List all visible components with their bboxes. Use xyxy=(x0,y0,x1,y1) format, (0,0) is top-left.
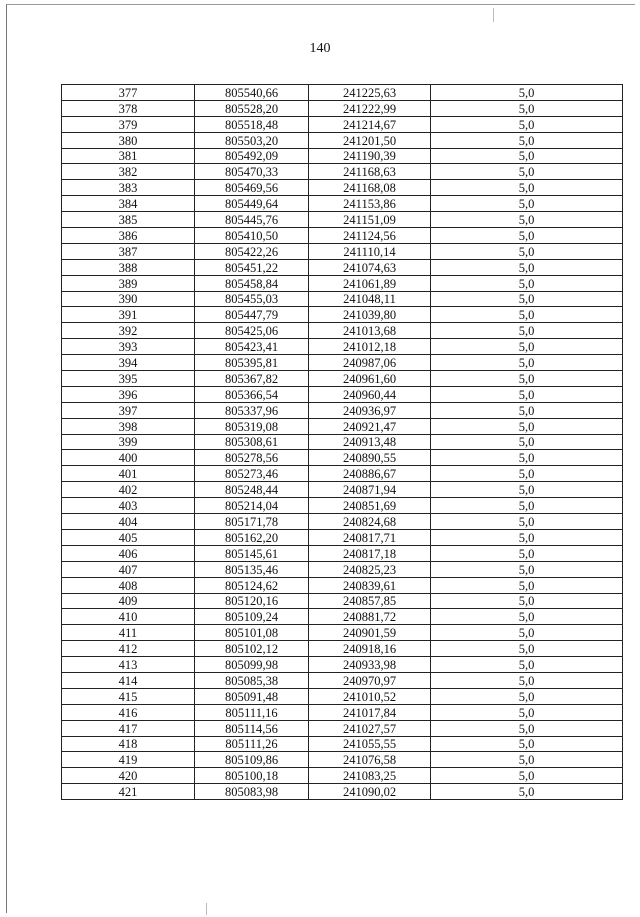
table-row xyxy=(62,720,623,736)
x-coordinate-cell: 805425,06 xyxy=(195,323,309,339)
x-coordinate-cell: 805101,08 xyxy=(195,625,309,641)
accuracy-cell: 5,0 xyxy=(431,355,623,371)
table-row xyxy=(62,529,623,545)
table-row xyxy=(62,482,623,498)
point-number-cell: 387 xyxy=(62,243,195,259)
x-coordinate-cell: 805124,62 xyxy=(195,577,309,593)
y-coordinate-cell: 240817,71 xyxy=(309,529,431,545)
y-coordinate-cell: 241124,56 xyxy=(309,228,431,244)
point-number-cell: 418 xyxy=(62,736,195,752)
table-row xyxy=(62,196,623,212)
table-row xyxy=(62,625,623,641)
y-coordinate-cell: 241168,08 xyxy=(309,180,431,196)
point-number-cell: 393 xyxy=(62,339,195,355)
y-coordinate-cell: 240817,18 xyxy=(309,545,431,561)
accuracy-cell: 5,0 xyxy=(431,228,623,244)
table-row xyxy=(62,561,623,577)
point-number-cell: 407 xyxy=(62,561,195,577)
point-number-cell: 410 xyxy=(62,609,195,625)
y-coordinate-cell: 241010,52 xyxy=(309,688,431,704)
y-coordinate-cell: 240901,59 xyxy=(309,625,431,641)
y-coordinate-cell: 241027,57 xyxy=(309,720,431,736)
table-row xyxy=(62,609,623,625)
y-coordinate-cell: 240886,67 xyxy=(309,466,431,482)
accuracy-cell: 5,0 xyxy=(431,307,623,323)
y-coordinate-cell: 240839,61 xyxy=(309,577,431,593)
y-coordinate-cell: 240824,68 xyxy=(309,514,431,530)
point-number-cell: 412 xyxy=(62,641,195,657)
point-number-cell: 419 xyxy=(62,752,195,768)
y-coordinate-cell: 240960,44 xyxy=(309,386,431,402)
y-coordinate-cell: 241090,02 xyxy=(309,784,431,800)
point-number-cell: 415 xyxy=(62,688,195,704)
y-coordinate-cell: 240851,69 xyxy=(309,498,431,514)
point-number-cell: 377 xyxy=(62,85,195,101)
table-row xyxy=(62,386,623,402)
table-row xyxy=(62,498,623,514)
accuracy-cell: 5,0 xyxy=(431,243,623,259)
x-coordinate-cell: 805469,56 xyxy=(195,180,309,196)
y-coordinate-cell: 240921,47 xyxy=(309,418,431,434)
accuracy-cell: 5,0 xyxy=(431,339,623,355)
accuracy-cell: 5,0 xyxy=(431,498,623,514)
x-coordinate-cell: 805470,33 xyxy=(195,164,309,180)
y-coordinate-cell: 241061,89 xyxy=(309,275,431,291)
accuracy-cell: 5,0 xyxy=(431,784,623,800)
scan-artifact xyxy=(206,903,207,915)
table-row xyxy=(62,243,623,259)
accuracy-cell: 5,0 xyxy=(431,720,623,736)
accuracy-cell: 5,0 xyxy=(431,450,623,466)
y-coordinate-cell: 240933,98 xyxy=(309,657,431,673)
y-coordinate-cell: 240881,72 xyxy=(309,609,431,625)
x-coordinate-cell: 805214,04 xyxy=(195,498,309,514)
accuracy-cell: 5,0 xyxy=(431,402,623,418)
point-number-cell: 391 xyxy=(62,307,195,323)
table-row xyxy=(62,116,623,132)
y-coordinate-cell: 240871,94 xyxy=(309,482,431,498)
y-coordinate-cell: 241153,86 xyxy=(309,196,431,212)
accuracy-cell: 5,0 xyxy=(431,196,623,212)
table-row xyxy=(62,148,623,164)
point-number-cell: 383 xyxy=(62,180,195,196)
point-number-cell: 379 xyxy=(62,116,195,132)
table-row xyxy=(62,132,623,148)
y-coordinate-cell: 241225,63 xyxy=(309,85,431,101)
x-coordinate-cell: 805422,26 xyxy=(195,243,309,259)
accuracy-cell: 5,0 xyxy=(431,561,623,577)
y-coordinate-cell: 240918,16 xyxy=(309,641,431,657)
x-coordinate-cell: 805145,61 xyxy=(195,545,309,561)
point-number-cell: 395 xyxy=(62,371,195,387)
y-coordinate-cell: 240825,23 xyxy=(309,561,431,577)
table-row xyxy=(62,736,623,752)
x-coordinate-cell: 805518,48 xyxy=(195,116,309,132)
point-number-cell: 420 xyxy=(62,768,195,784)
accuracy-cell: 5,0 xyxy=(431,466,623,482)
y-coordinate-cell: 241012,18 xyxy=(309,339,431,355)
point-number-cell: 399 xyxy=(62,434,195,450)
x-coordinate-cell: 805503,20 xyxy=(195,132,309,148)
point-number-cell: 405 xyxy=(62,529,195,545)
point-number-cell: 397 xyxy=(62,402,195,418)
accuracy-cell: 5,0 xyxy=(431,577,623,593)
x-coordinate-cell: 805451,22 xyxy=(195,259,309,275)
point-number-cell: 402 xyxy=(62,482,195,498)
accuracy-cell: 5,0 xyxy=(431,323,623,339)
table-row xyxy=(62,228,623,244)
coordinates-table xyxy=(61,84,623,800)
point-number-cell: 401 xyxy=(62,466,195,482)
point-number-cell: 417 xyxy=(62,720,195,736)
y-coordinate-cell: 241048,11 xyxy=(309,291,431,307)
accuracy-cell: 5,0 xyxy=(431,371,623,387)
x-coordinate-cell: 805449,64 xyxy=(195,196,309,212)
point-number-cell: 389 xyxy=(62,275,195,291)
table-row xyxy=(62,291,623,307)
x-coordinate-cell: 805455,03 xyxy=(195,291,309,307)
accuracy-cell: 5,0 xyxy=(431,672,623,688)
x-coordinate-cell: 805458,84 xyxy=(195,275,309,291)
table-row xyxy=(62,100,623,116)
point-number-cell: 398 xyxy=(62,418,195,434)
table-row xyxy=(62,85,623,101)
table-row xyxy=(62,212,623,228)
x-coordinate-cell: 805395,81 xyxy=(195,355,309,371)
x-coordinate-cell: 805273,46 xyxy=(195,466,309,482)
table-row xyxy=(62,545,623,561)
accuracy-cell: 5,0 xyxy=(431,259,623,275)
y-coordinate-cell: 241076,58 xyxy=(309,752,431,768)
y-coordinate-cell: 241055,55 xyxy=(309,736,431,752)
table-row xyxy=(62,784,623,800)
accuracy-cell: 5,0 xyxy=(431,434,623,450)
point-number-cell: 392 xyxy=(62,323,195,339)
accuracy-cell: 5,0 xyxy=(431,291,623,307)
x-coordinate-cell: 805248,44 xyxy=(195,482,309,498)
x-coordinate-cell: 805091,48 xyxy=(195,688,309,704)
point-number-cell: 404 xyxy=(62,514,195,530)
x-coordinate-cell: 805367,82 xyxy=(195,371,309,387)
point-number-cell: 403 xyxy=(62,498,195,514)
table-row xyxy=(62,752,623,768)
y-coordinate-cell: 240936,97 xyxy=(309,402,431,418)
y-coordinate-cell: 241214,67 xyxy=(309,116,431,132)
point-number-cell: 388 xyxy=(62,259,195,275)
x-coordinate-cell: 805528,20 xyxy=(195,100,309,116)
accuracy-cell: 5,0 xyxy=(431,609,623,625)
scan-artifact xyxy=(493,8,494,22)
table-row xyxy=(62,672,623,688)
table-row xyxy=(62,180,623,196)
y-coordinate-cell: 241222,99 xyxy=(309,100,431,116)
point-number-cell: 414 xyxy=(62,672,195,688)
table-row xyxy=(62,323,623,339)
x-coordinate-cell: 805366,54 xyxy=(195,386,309,402)
point-number-cell: 411 xyxy=(62,625,195,641)
table-row xyxy=(62,434,623,450)
y-coordinate-cell: 240890,55 xyxy=(309,450,431,466)
y-coordinate-cell: 241013,68 xyxy=(309,323,431,339)
table-row xyxy=(62,577,623,593)
point-number-cell: 408 xyxy=(62,577,195,593)
accuracy-cell: 5,0 xyxy=(431,529,623,545)
point-number-cell: 396 xyxy=(62,386,195,402)
x-coordinate-cell: 805083,98 xyxy=(195,784,309,800)
point-number-cell: 421 xyxy=(62,784,195,800)
y-coordinate-cell: 241201,50 xyxy=(309,132,431,148)
table-row xyxy=(62,402,623,418)
accuracy-cell: 5,0 xyxy=(431,418,623,434)
y-coordinate-cell: 240913,48 xyxy=(309,434,431,450)
accuracy-cell: 5,0 xyxy=(431,593,623,609)
accuracy-cell: 5,0 xyxy=(431,275,623,291)
x-coordinate-cell: 805085,38 xyxy=(195,672,309,688)
table-row xyxy=(62,275,623,291)
accuracy-cell: 5,0 xyxy=(431,180,623,196)
table-row xyxy=(62,768,623,784)
x-coordinate-cell: 805099,98 xyxy=(195,657,309,673)
table-row xyxy=(62,593,623,609)
accuracy-cell: 5,0 xyxy=(431,386,623,402)
accuracy-cell: 5,0 xyxy=(431,768,623,784)
point-number-cell: 385 xyxy=(62,212,195,228)
point-number-cell: 413 xyxy=(62,657,195,673)
page-number: 140 xyxy=(309,41,331,56)
x-coordinate-cell: 805319,08 xyxy=(195,418,309,434)
accuracy-cell: 5,0 xyxy=(431,148,623,164)
x-coordinate-cell: 805492,09 xyxy=(195,148,309,164)
x-coordinate-cell: 805135,46 xyxy=(195,561,309,577)
y-coordinate-cell: 241168,63 xyxy=(309,164,431,180)
x-coordinate-cell: 805102,12 xyxy=(195,641,309,657)
y-coordinate-cell: 240857,85 xyxy=(309,593,431,609)
table-row xyxy=(62,704,623,720)
table-row xyxy=(62,466,623,482)
point-number-cell: 416 xyxy=(62,704,195,720)
y-coordinate-cell: 241039,80 xyxy=(309,307,431,323)
accuracy-cell: 5,0 xyxy=(431,657,623,673)
y-coordinate-cell: 241151,09 xyxy=(309,212,431,228)
x-coordinate-cell: 805308,61 xyxy=(195,434,309,450)
x-coordinate-cell: 805171,78 xyxy=(195,514,309,530)
table-row xyxy=(62,418,623,434)
point-number-cell: 394 xyxy=(62,355,195,371)
x-coordinate-cell: 805410,50 xyxy=(195,228,309,244)
table-row xyxy=(62,307,623,323)
point-number-cell: 406 xyxy=(62,545,195,561)
x-coordinate-cell: 805114,56 xyxy=(195,720,309,736)
point-number-cell: 381 xyxy=(62,148,195,164)
accuracy-cell: 5,0 xyxy=(431,688,623,704)
x-coordinate-cell: 805109,86 xyxy=(195,752,309,768)
y-coordinate-cell: 241017,84 xyxy=(309,704,431,720)
y-coordinate-cell: 241110,14 xyxy=(309,243,431,259)
x-coordinate-cell: 805100,18 xyxy=(195,768,309,784)
accuracy-cell: 5,0 xyxy=(431,212,623,228)
accuracy-cell: 5,0 xyxy=(431,545,623,561)
table-row xyxy=(62,450,623,466)
accuracy-cell: 5,0 xyxy=(431,132,623,148)
x-coordinate-cell: 805447,79 xyxy=(195,307,309,323)
accuracy-cell: 5,0 xyxy=(431,704,623,720)
accuracy-cell: 5,0 xyxy=(431,736,623,752)
table-row xyxy=(62,688,623,704)
point-number-cell: 409 xyxy=(62,593,195,609)
accuracy-cell: 5,0 xyxy=(431,514,623,530)
point-number-cell: 386 xyxy=(62,228,195,244)
point-number-cell: 382 xyxy=(62,164,195,180)
x-coordinate-cell: 805111,16 xyxy=(195,704,309,720)
x-coordinate-cell: 805337,96 xyxy=(195,402,309,418)
point-number-cell: 384 xyxy=(62,196,195,212)
accuracy-cell: 5,0 xyxy=(431,752,623,768)
x-coordinate-cell: 805540,66 xyxy=(195,85,309,101)
point-number-cell: 400 xyxy=(62,450,195,466)
table-row xyxy=(62,641,623,657)
x-coordinate-cell: 805278,56 xyxy=(195,450,309,466)
x-coordinate-cell: 805423,41 xyxy=(195,339,309,355)
x-coordinate-cell: 805445,76 xyxy=(195,212,309,228)
y-coordinate-cell: 240970,97 xyxy=(309,672,431,688)
y-coordinate-cell: 241083,25 xyxy=(309,768,431,784)
accuracy-cell: 5,0 xyxy=(431,85,623,101)
x-coordinate-cell: 805120,16 xyxy=(195,593,309,609)
accuracy-cell: 5,0 xyxy=(431,625,623,641)
y-coordinate-cell: 241074,63 xyxy=(309,259,431,275)
accuracy-cell: 5,0 xyxy=(431,641,623,657)
accuracy-cell: 5,0 xyxy=(431,100,623,116)
accuracy-cell: 5,0 xyxy=(431,482,623,498)
y-coordinate-cell: 240961,60 xyxy=(309,371,431,387)
table-row xyxy=(62,259,623,275)
table-row xyxy=(62,355,623,371)
x-coordinate-cell: 805162,20 xyxy=(195,529,309,545)
table-row xyxy=(62,371,623,387)
point-number-cell: 378 xyxy=(62,100,195,116)
x-coordinate-cell: 805109,24 xyxy=(195,609,309,625)
table-row xyxy=(62,164,623,180)
point-number-cell: 380 xyxy=(62,132,195,148)
y-coordinate-cell: 241190,39 xyxy=(309,148,431,164)
y-coordinate-cell: 240987,06 xyxy=(309,355,431,371)
point-number-cell: 390 xyxy=(62,291,195,307)
coordinates-table-body xyxy=(62,85,623,800)
accuracy-cell: 5,0 xyxy=(431,116,623,132)
table-row xyxy=(62,514,623,530)
table-row xyxy=(62,339,623,355)
table-row xyxy=(62,657,623,673)
accuracy-cell: 5,0 xyxy=(431,164,623,180)
x-coordinate-cell: 805111,26 xyxy=(195,736,309,752)
